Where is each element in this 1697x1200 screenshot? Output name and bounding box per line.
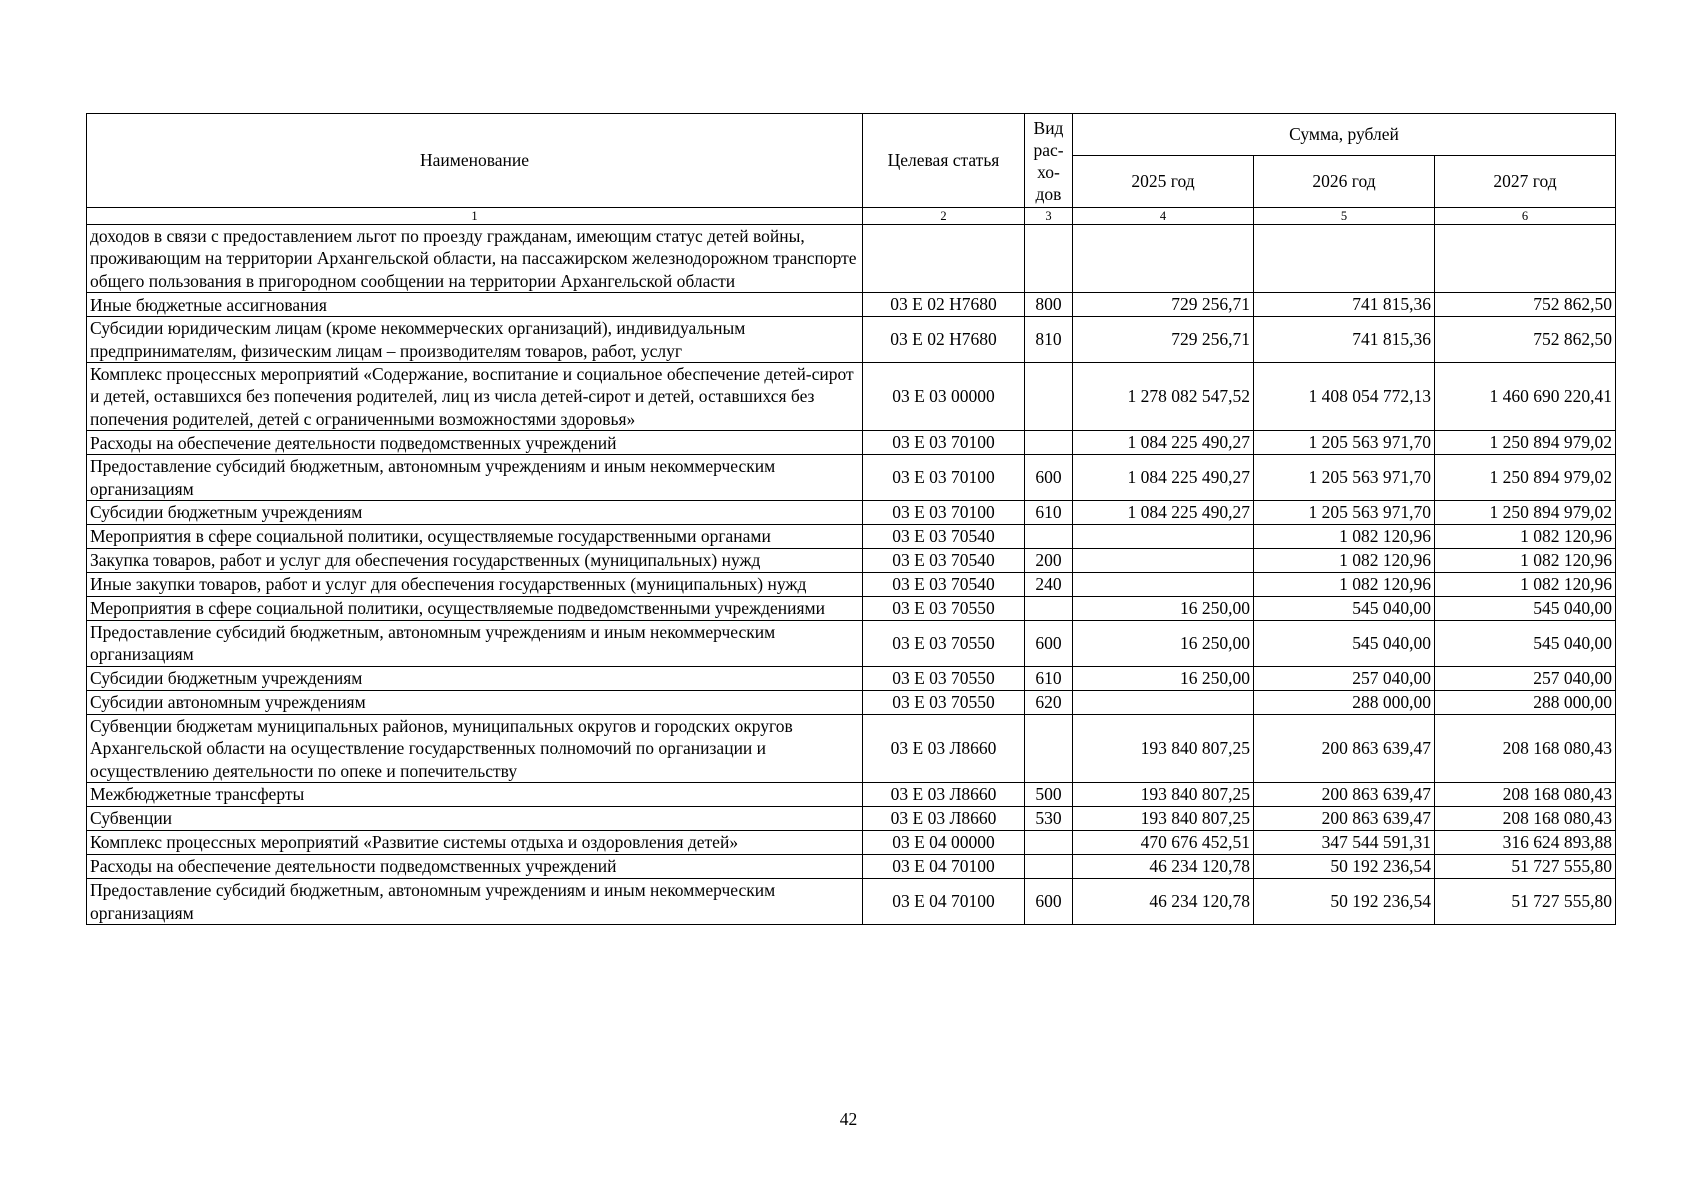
row-amount-2027: 1 250 894 979,02 [1435, 431, 1616, 455]
column-number: 4 [1073, 208, 1254, 225]
row-amount-2025: 1 084 225 490,27 [1073, 455, 1254, 501]
column-number: 5 [1254, 208, 1435, 225]
header-sum: Сумма, рублей [1073, 114, 1616, 156]
row-expense-type: 800 [1025, 293, 1073, 317]
table-row [87, 501, 1616, 525]
row-target-article: 03 Е 03 00000 [863, 363, 1025, 431]
row-amount-2026: 1 082 120,96 [1254, 525, 1435, 549]
row-expense-type: 610 [1025, 666, 1073, 690]
row-amount-2026: 1 082 120,96 [1254, 549, 1435, 573]
row-expense-type [1025, 714, 1073, 782]
row-amount-2027: 1 082 120,96 [1435, 549, 1616, 573]
column-number: 6 [1435, 208, 1616, 225]
row-target-article: 03 Е 03 70100 [863, 501, 1025, 525]
row-expense-type [1025, 363, 1073, 431]
row-amount-2025: 16 250,00 [1073, 621, 1254, 667]
row-amount-2027: 1 082 120,96 [1435, 525, 1616, 549]
row-amount-2025: 46 234 120,78 [1073, 879, 1254, 925]
table-row [87, 525, 1616, 549]
row-amount-2025 [1073, 573, 1254, 597]
header-expense-type-line: дов [1035, 183, 1062, 204]
row-amount-2027: 257 040,00 [1435, 666, 1616, 690]
table-row [87, 690, 1616, 714]
row-amount-2026: 1 205 563 971,70 [1254, 431, 1435, 455]
column-number: 3 [1025, 208, 1073, 225]
row-amount-2026: 741 815,36 [1254, 317, 1435, 363]
row-amount-2027: 208 168 080,43 [1435, 714, 1616, 782]
row-amount-2027: 545 040,00 [1435, 621, 1616, 667]
row-target-article: 03 Е 03 70100 [863, 455, 1025, 501]
row-amount-2027: 51 727 555,80 [1435, 855, 1616, 879]
row-amount-2026: 200 863 639,47 [1254, 783, 1435, 807]
row-amount-2026: 1 205 563 971,70 [1254, 501, 1435, 525]
row-name: Закупка товаров, работ и услуг для обеспечения государственных (муниципальных) нужд [87, 549, 863, 573]
table-row [87, 621, 1616, 667]
row-target-article: 03 Е 03 Л8660 [863, 714, 1025, 782]
row-expense-type: 530 [1025, 807, 1073, 831]
row-target-article: 03 Е 03 70100 [863, 431, 1025, 455]
table-row [87, 855, 1616, 879]
row-target-article: 03 Е 03 Л8660 [863, 807, 1025, 831]
row-name: Комплекс процессных мероприятий «Развитие системы отдыха и оздоровления детей» [87, 831, 863, 855]
row-name: Предоставление субсидий бюджетным, автономным учреждениям и иным некоммерческим организациям [87, 455, 863, 501]
row-expense-type [1025, 525, 1073, 549]
row-target-article: 03 Е 03 70550 [863, 666, 1025, 690]
row-target-article: 03 Е 03 70550 [863, 690, 1025, 714]
row-expense-type: 600 [1025, 455, 1073, 501]
row-amount-2025: 193 840 807,25 [1073, 783, 1254, 807]
row-target-article: 03 Е 02 Н7680 [863, 317, 1025, 363]
row-target-article [863, 225, 1025, 293]
table-row [87, 879, 1616, 925]
column-number: 1 [87, 208, 863, 225]
row-name: Субсидии автономным учреждениям [87, 690, 863, 714]
row-name: Расходы на обеспечение деятельности подведомственных учреждений [87, 431, 863, 455]
header-expense-type-line: рас- [1033, 139, 1064, 160]
row-amount-2026: 545 040,00 [1254, 597, 1435, 621]
row-name: Иные закупки товаров, работ и услуг для обеспечения государственных (муниципальных) нужд [87, 573, 863, 597]
row-target-article: 03 Е 03 70550 [863, 621, 1025, 667]
header-year-2027: 2027 год [1435, 156, 1616, 208]
row-expense-type: 610 [1025, 501, 1073, 525]
row-amount-2027: 1 082 120,96 [1435, 573, 1616, 597]
table-row [87, 597, 1616, 621]
row-amount-2027: 51 727 555,80 [1435, 879, 1616, 925]
row-name: Межбюджетные трансферты [87, 783, 863, 807]
row-amount-2025 [1073, 525, 1254, 549]
row-amount-2026: 347 544 591,31 [1254, 831, 1435, 855]
row-amount-2025: 193 840 807,25 [1073, 714, 1254, 782]
row-amount-2025: 1 084 225 490,27 [1073, 431, 1254, 455]
row-amount-2026: 1 408 054 772,13 [1254, 363, 1435, 431]
row-target-article: 03 Е 03 Л8660 [863, 783, 1025, 807]
row-name: доходов в связи с предоставлением льгот по проезду гражданам, имеющим статус детей войны, проживающим на территории Архангельской области, на пассажирском железнодорожном транспорте общего пользования в пригородном сообщении на территории Архангельской области [87, 225, 863, 293]
header-target-article: Целевая статья [863, 114, 1025, 208]
row-expense-type: 810 [1025, 317, 1073, 363]
row-expense-type: 600 [1025, 621, 1073, 667]
row-expense-type: 500 [1025, 783, 1073, 807]
row-amount-2025: 729 256,71 [1073, 293, 1254, 317]
table-row [87, 831, 1616, 855]
budget-table [86, 113, 1616, 925]
row-amount-2027 [1435, 225, 1616, 293]
header-expense-type-line: Вид [1033, 117, 1064, 138]
header-name: Наименование [87, 114, 863, 208]
row-name: Субвенции бюджетам муниципальных районов, муниципальных округов и городских округов Архангельской области на осуществление государственных полномочий по организации и осуществлению деятельности по опеке и попечительству [87, 714, 863, 782]
row-target-article: 03 Е 04 70100 [863, 855, 1025, 879]
row-amount-2026: 257 040,00 [1254, 666, 1435, 690]
row-target-article: 03 Е 03 70540 [863, 549, 1025, 573]
row-amount-2025: 46 234 120,78 [1073, 855, 1254, 879]
row-name: Субсидии юридическим лицам (кроме некоммерческих организаций), индивидуальным предпринимателям, физическим лицам – производителям товаров, работ, услуг [87, 317, 863, 363]
table-row [87, 573, 1616, 597]
row-amount-2027: 752 862,50 [1435, 293, 1616, 317]
row-name: Субсидии бюджетным учреждениям [87, 501, 863, 525]
row-expense-type [1025, 597, 1073, 621]
row-expense-type: 600 [1025, 879, 1073, 925]
row-expense-type [1025, 225, 1073, 293]
row-amount-2027: 1 460 690 220,41 [1435, 363, 1616, 431]
row-amount-2027: 288 000,00 [1435, 690, 1616, 714]
row-amount-2025 [1073, 549, 1254, 573]
table-body [87, 225, 1616, 925]
row-expense-type: 620 [1025, 690, 1073, 714]
row-target-article: 03 Е 03 70540 [863, 573, 1025, 597]
row-amount-2026: 1 082 120,96 [1254, 573, 1435, 597]
row-target-article: 03 Е 03 70550 [863, 597, 1025, 621]
row-name: Мероприятия в сфере социальной политики, осуществляемые подведомственными учреждениями [87, 597, 863, 621]
row-amount-2026: 545 040,00 [1254, 621, 1435, 667]
row-amount-2025: 16 250,00 [1073, 597, 1254, 621]
row-expense-type [1025, 831, 1073, 855]
table-row [87, 431, 1616, 455]
row-name: Иные бюджетные ассигнования [87, 293, 863, 317]
row-expense-type [1025, 855, 1073, 879]
column-number: 2 [863, 208, 1025, 225]
table-row [87, 363, 1616, 431]
row-target-article: 03 Е 04 00000 [863, 831, 1025, 855]
header-year-2026: 2026 год [1254, 156, 1435, 208]
row-amount-2027: 208 168 080,43 [1435, 807, 1616, 831]
row-amount-2027: 316 624 893,88 [1435, 831, 1616, 855]
row-amount-2025: 729 256,71 [1073, 317, 1254, 363]
row-amount-2026 [1254, 225, 1435, 293]
row-amount-2025: 1 278 082 547,52 [1073, 363, 1254, 431]
row-target-article: 03 Е 04 70100 [863, 879, 1025, 925]
table-row [87, 714, 1616, 782]
table-row [87, 455, 1616, 501]
row-name: Предоставление субсидий бюджетным, автономным учреждениям и иным некоммерческим организациям [87, 621, 863, 667]
table-row [87, 549, 1616, 573]
row-amount-2025 [1073, 690, 1254, 714]
row-amount-2027: 1 250 894 979,02 [1435, 455, 1616, 501]
row-amount-2025: 470 676 452,51 [1073, 831, 1254, 855]
page-number: 42 [839, 1109, 858, 1129]
row-amount-2025: 1 084 225 490,27 [1073, 501, 1254, 525]
row-amount-2026: 200 863 639,47 [1254, 807, 1435, 831]
row-amount-2027: 208 168 080,43 [1435, 783, 1616, 807]
row-amount-2027: 545 040,00 [1435, 597, 1616, 621]
header-year-2025: 2025 год [1073, 156, 1254, 208]
row-name: Субвенции [87, 807, 863, 831]
row-target-article: 03 Е 02 Н7680 [863, 293, 1025, 317]
row-amount-2027: 1 250 894 979,02 [1435, 501, 1616, 525]
row-name: Субсидии бюджетным учреждениям [87, 666, 863, 690]
row-expense-type: 240 [1025, 573, 1073, 597]
row-amount-2026: 50 192 236,54 [1254, 879, 1435, 925]
row-target-article: 03 Е 03 70540 [863, 525, 1025, 549]
table-row [87, 225, 1616, 293]
row-amount-2027: 752 862,50 [1435, 317, 1616, 363]
row-name: Предоставление субсидий бюджетным, автономным учреждениям и иным некоммерческим организациям [87, 879, 863, 925]
row-amount-2025 [1073, 225, 1254, 293]
row-expense-type: 200 [1025, 549, 1073, 573]
row-amount-2026: 1 205 563 971,70 [1254, 455, 1435, 501]
row-amount-2025: 16 250,00 [1073, 666, 1254, 690]
table-row [87, 293, 1616, 317]
row-amount-2026: 741 815,36 [1254, 293, 1435, 317]
row-expense-type [1025, 431, 1073, 455]
row-name: Расходы на обеспечение деятельности подведомственных учреждений [87, 855, 863, 879]
row-name: Комплекс процессных мероприятий «Содержание, воспитание и социальное обеспечение детей-сирот и детей, оставшихся без попечения родителей, лиц из числа детей-сирот и детей, оставшихся без попечения родителей, детей с ограниченными возможностями здоровья» [87, 363, 863, 431]
table-row [87, 666, 1616, 690]
row-amount-2025: 193 840 807,25 [1073, 807, 1254, 831]
table-row [87, 317, 1616, 363]
table-row [87, 783, 1616, 807]
row-name: Мероприятия в сфере социальной политики, осуществляемые государственными органами [87, 525, 863, 549]
header-expense-type-line: хо- [1037, 161, 1060, 182]
table-row [87, 807, 1616, 831]
header-expense-type [1025, 114, 1073, 208]
row-amount-2026: 288 000,00 [1254, 690, 1435, 714]
row-amount-2026: 50 192 236,54 [1254, 855, 1435, 879]
row-amount-2026: 200 863 639,47 [1254, 714, 1435, 782]
